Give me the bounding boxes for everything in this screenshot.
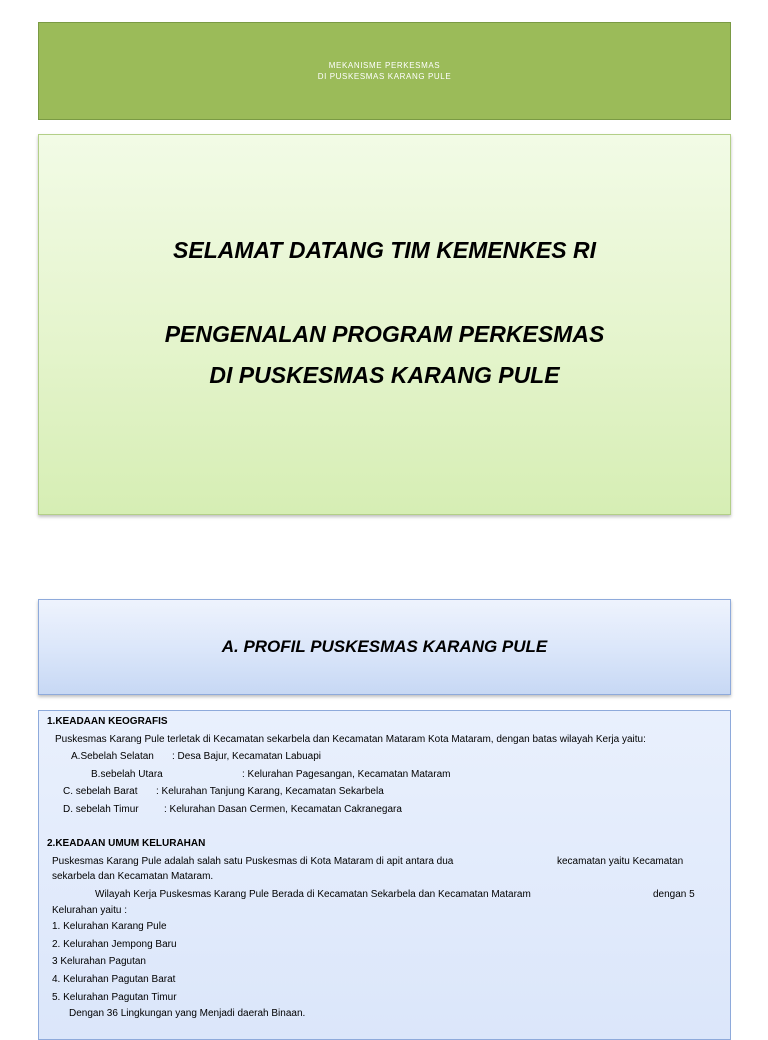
kelurahan-item-5: 5. Kelurahan Pagutan Timur [52,992,177,1003]
welcome-line-3: DI PUSKESMAS KARANG PULE [209,362,560,388]
section2-heading: 2.KEADAAN UMUM KELURAHAN [47,838,206,849]
welcome-panel [38,134,731,515]
welcome-line-2: PENGENALAN PROGRAM PERKESMAS [164,321,605,347]
welcome-line-1: SELAMAT DATANG TIM KEMENKES RI [173,237,596,263]
border-label-a: A.Sebelah Selatan [71,751,154,762]
section2-footer: Dengan 36 Lingkungan yang Menjadi daerah Binaan. [69,1008,306,1019]
header-banner [38,22,731,120]
section2-p1-b: kecamatan yaitu Kecamatan [557,856,684,867]
section1-heading: 1.KEADAAN KEOGRAFIS [47,716,168,727]
kelurahan-item-2: 2. Kelurahan Jempong Baru [52,939,177,950]
profile-title: A. PROFIL PUSKESMAS KARANG PULE [221,637,548,656]
section2-p2-a: Wilayah Kerja Puskesmas Karang Pule Berada di Kecamatan Sekarbela dan Kecamatan Mataram [95,889,531,900]
header-line-2: DI PUSKESMAS KARANG PULE [317,72,452,81]
section2-p2-b: dengan 5 [653,889,695,900]
profile-title-panel [38,599,731,695]
section1-intro: Puskesmas Karang Pule terletak di Kecamatan sekarbela dan Kecamatan Mataram Kota Mataram, dengan batas wilayah Kerja yaitu: [55,734,646,745]
border-value-a: : Desa Bajur, Kecamatan Labuapi [172,751,321,762]
profile-info-panel [38,710,731,1040]
section2-p1-a: Puskesmas Karang Pule adalah salah satu Puskesmas di Kota Mataram di apit antara dua [52,856,454,867]
border-value-d: : Kelurahan Dasan Cermen, Kecamatan Cakranegara [164,804,402,815]
section2-p2-c: Kelurahan yaitu : [52,905,128,916]
header-line-1: MEKANISME PERKESMAS [328,61,441,70]
kelurahan-item-4: 4. Kelurahan Pagutan Barat [52,974,176,985]
border-label-c: C. sebelah Barat [63,786,138,797]
kelurahan-item-1: 1. Kelurahan Karang Pule [52,921,167,932]
kelurahan-item-3: 3 Kelurahan Pagutan [52,956,146,967]
section2-p1-c: sekarbela dan Kecamatan Mataram. [52,871,214,882]
border-label-b: B.sebelah Utara [91,769,163,780]
border-label-d: D. sebelah Timur [63,804,139,815]
border-value-b: : Kelurahan Pagesangan, Kecamatan Mataram [242,769,451,780]
border-value-c: : Kelurahan Tanjung Karang, Kecamatan Sekarbela [156,786,384,797]
